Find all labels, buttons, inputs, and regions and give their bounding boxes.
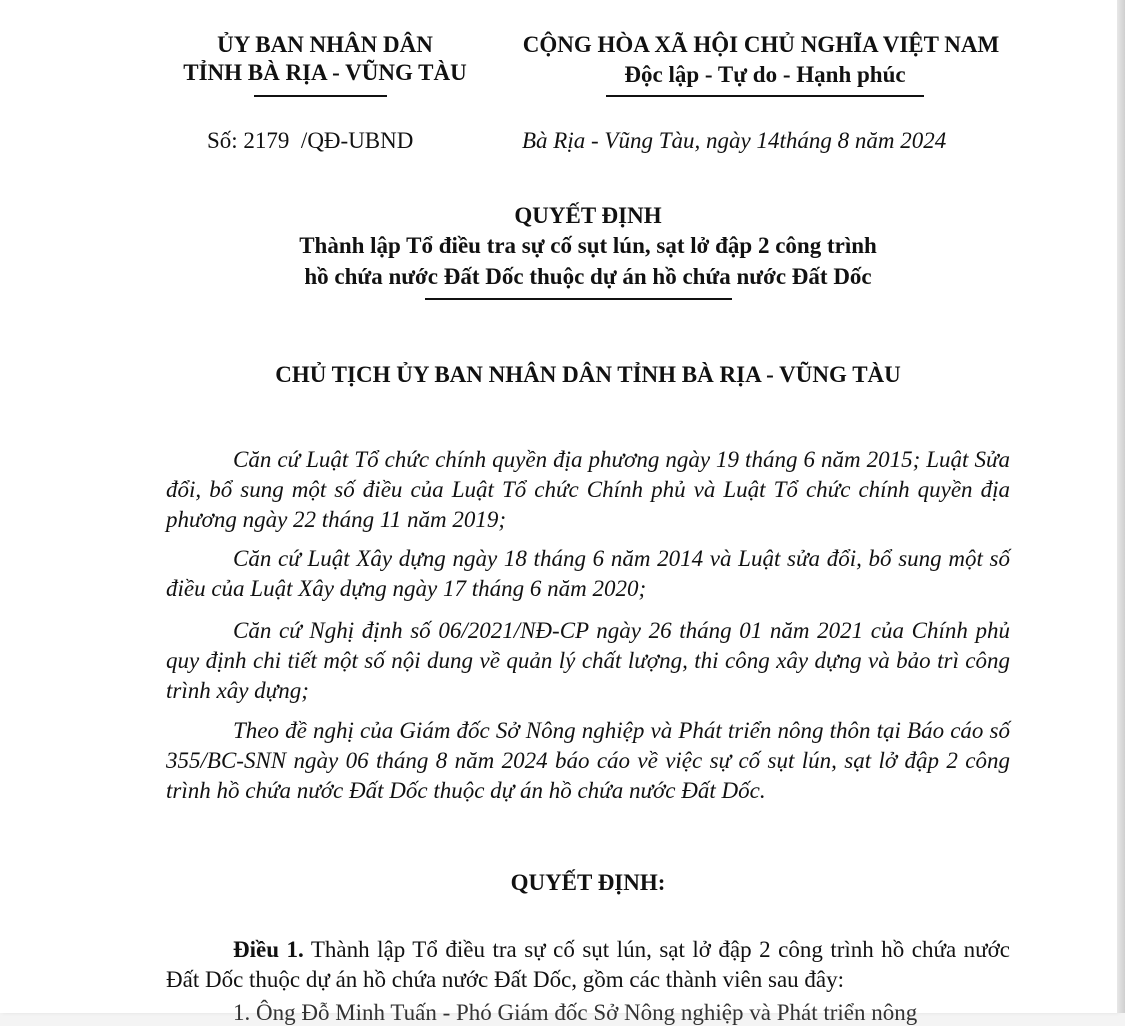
preamble-paragraph-2: Căn cứ Luật Xây dựng ngày 18 tháng 6 năm 2014 và Luật sửa đổi, bổ sung một số điều của Luật Xây dựng ngày 17 tháng 6 năm 2020; [166, 546, 1010, 601]
decision-subject-line2: hồ chứa nước Đất Dốc thuộc dự án hồ chứa nước Đất Dốc [304, 264, 872, 289]
page-edge-shadow [1117, 0, 1125, 1013]
title-underline [425, 298, 732, 300]
issuer-line1: ỦY BAN NHÂN DÂN [217, 32, 433, 57]
place-date: Bà Rịa - Vũng Tàu, ngày 14tháng 8 năm 2024 [522, 128, 947, 153]
article-1-text: Thành lập Tổ điều tra sự cố sụt lún, sạt lở đập 2 công trình hồ chứa nước Đất Dốc thuộc dự án hồ chứa nước Đất Dốc, gồm các thành viên sau đây: [166, 937, 1011, 992]
preamble-paragraph-4: Theo đề nghị của Giám đốc Sở Nông nghiệp và Phát triển nông thôn tại Báo cáo số 355/BC-SNN ngày 06 tháng 8 năm 2024 báo cáo về việc sự cố sụt lún, sạt lở đập 2 công trình hồ chứa nước Đất Dốc thuộc dự án hồ chứa nước Đất Dốc. [166, 718, 1010, 803]
decision-heading: QUYẾT ĐỊNH: [510, 870, 666, 895]
article-1 [166, 935, 1010, 995]
national-motto-line2: Độc lập - Tự do - Hạnh phúc [624, 62, 906, 87]
national-motto-line1: CỘNG HÒA XÃ HỘI CHỦ NGHĨA VIỆT NAM [522, 32, 1000, 57]
preamble-paragraph-1: Căn cứ Luật Tổ chức chính quyền địa phương ngày 19 tháng 6 năm 2015; Luật Sửa đổi, bổ sung một số điều của Luật Tổ chức Chính phủ và Luật Tổ chức chính quyền địa phương ngày 22 tháng 11 năm 2019; [166, 447, 1010, 532]
decision-title: QUYẾT ĐỊNH [514, 203, 662, 228]
issuing-authority: CHỦ TỊCH ỦY BAN NHÂN DÂN TỈNH BÀ RỊA - VŨNG TÀU [275, 362, 901, 387]
issuer-line2: TỈNH BÀ RỊA - VŨNG TÀU [183, 60, 467, 85]
preamble-paragraph-3: Căn cứ Nghị định số 06/2021/NĐ-CP ngày 26 tháng 01 năm 2021 của Chính phủ quy định chi tiết một số nội dung về quản lý chất lượng, thi công xây dựng và bảo trì công trình xây dựng; [166, 618, 1010, 703]
decision-subject-line1: Thành lập Tổ điều tra sự cố sụt lún, sạt lở đập 2 công trình [299, 233, 877, 258]
article-1-label: Điều 1. [233, 937, 304, 962]
member-list-line-1: 1. Ông Đỗ Minh Tuấn - Phó Giám đốc Sở Nông nghiệp và Phát triển nông [233, 1000, 918, 1025]
motto-underline [606, 95, 924, 97]
issuer-underline [254, 95, 387, 97]
document-number: Số: 2179 /QĐ-UBND [207, 128, 414, 153]
